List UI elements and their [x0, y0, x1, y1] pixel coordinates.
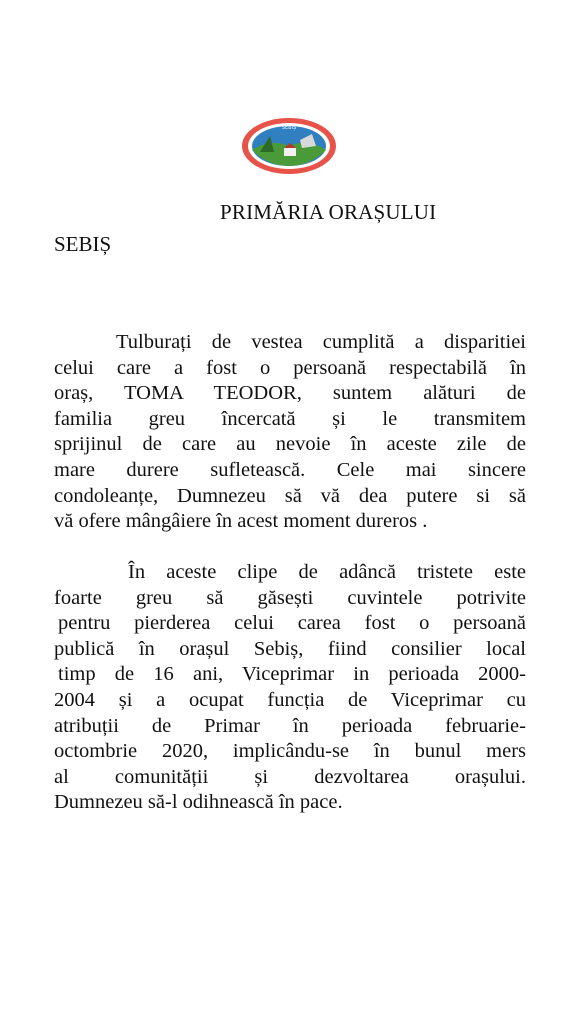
- text-line: mare durere sufletească. Cele mai sincere: [54, 458, 526, 481]
- text-line: Tulburați de vestea cumplită a disparitiei: [116, 331, 526, 353]
- text-line: foarte greu să găsești cuvintele potrivite: [54, 586, 526, 609]
- svg-text:SEBIȘ: SEBIȘ: [281, 125, 297, 131]
- text-line: octombrie 2020, implicându-se în bunul mers: [54, 740, 526, 763]
- page-title: PRIMĂRIA ORAȘULUI: [220, 200, 437, 224]
- text-line: atribuții de Primar în perioada februarie-: [54, 714, 526, 737]
- paragraph-condolences: [54, 330, 526, 535]
- text-line: sprijinul de care au nevoie în aceste zile de: [54, 433, 526, 456]
- text-line: condoleanțe, Dumnezeu să vă dea putere si să: [54, 484, 526, 507]
- text-line: oraș, TOMA TEODOR, suntem alături de: [54, 382, 526, 405]
- text-line: timp de 16 ani, Viceprimar in perioada 2000-: [58, 663, 526, 686]
- text-line: În aceste clipe de adâncă tristete este: [128, 561, 526, 583]
- text-line: familia greu încercată și le transmitem: [54, 407, 526, 430]
- town-logo: [240, 116, 338, 176]
- text-line: celui care a fost o persoană respectabilă în: [54, 356, 526, 379]
- text-line: al comunității și dezvoltarea orașului.: [54, 765, 526, 788]
- text-line: Dumnezeu să-l odihnească în pace.: [54, 791, 343, 814]
- text-line: pentru pierderea celui carea fost o persoană: [58, 612, 526, 635]
- page-title-continuation: SEBIȘ: [54, 232, 112, 256]
- paragraph-biography: [54, 560, 526, 816]
- text-line: 2004 și a ocupat funcția de Viceprimar cu: [54, 688, 526, 711]
- text-line: vă ofere mângâiere în acest moment dureros .: [54, 510, 428, 533]
- text-line: publică în orașul Sebiș, fiind consilier local: [54, 637, 526, 660]
